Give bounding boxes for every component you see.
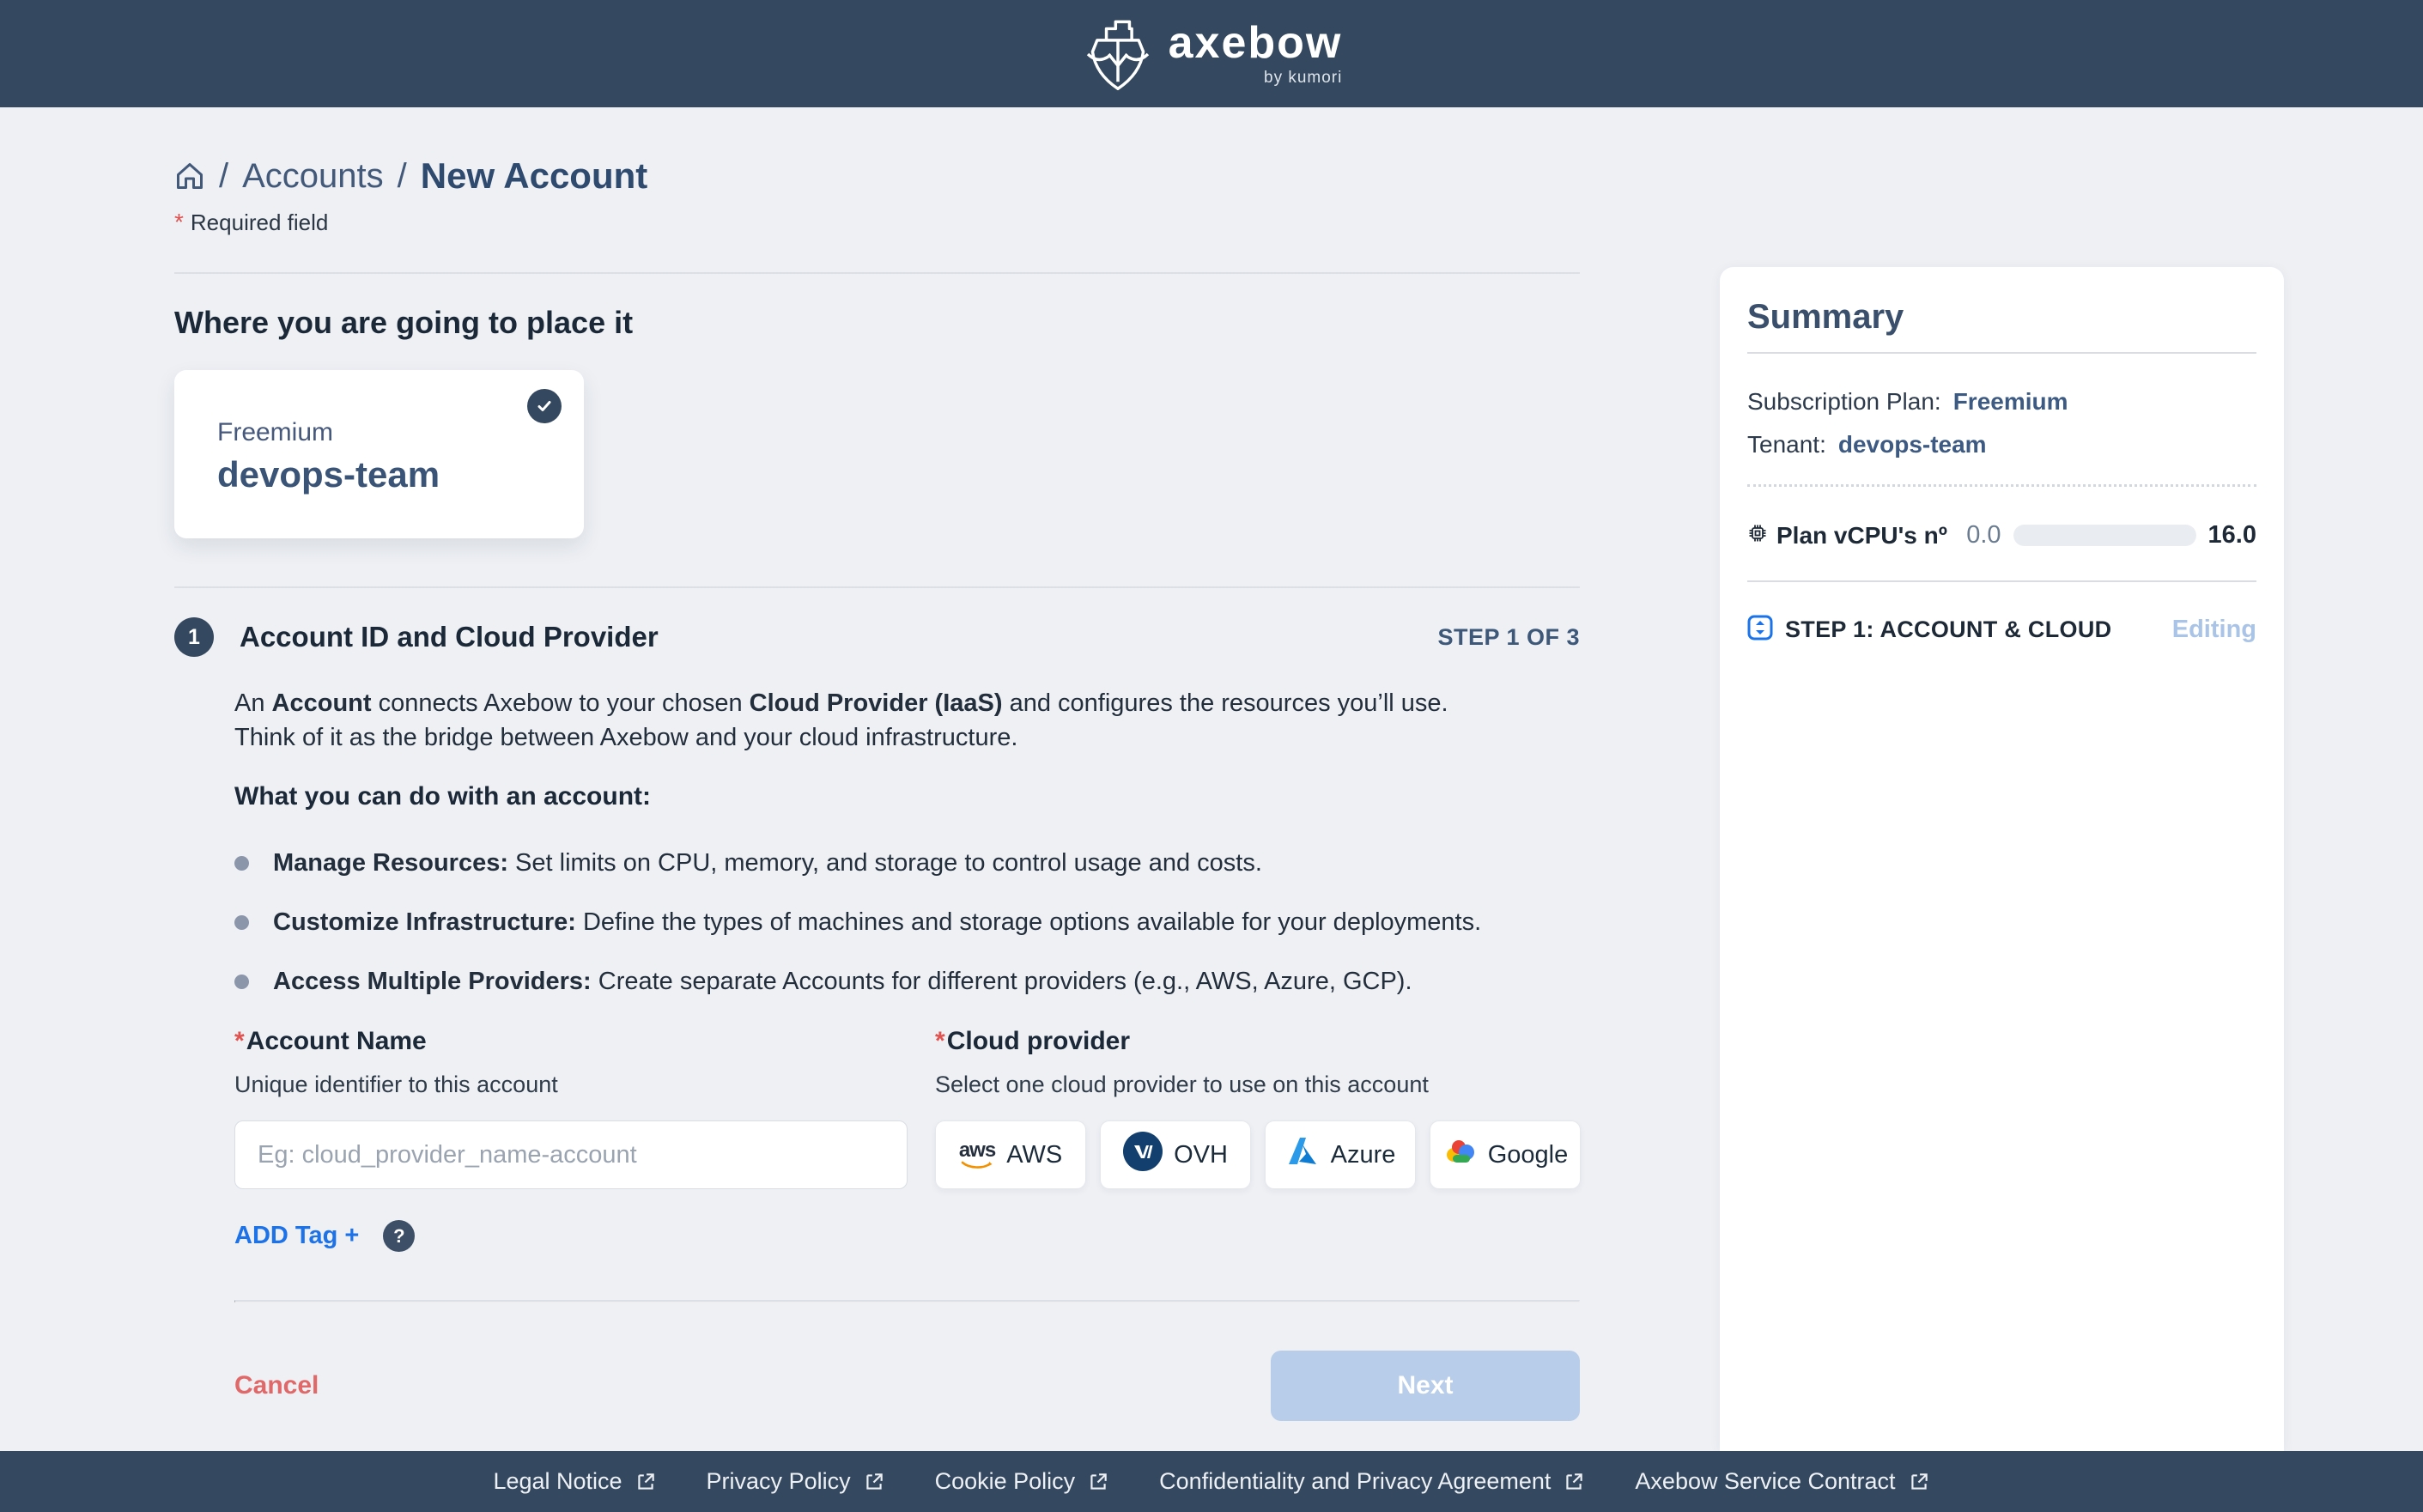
text-fragment: An	[234, 689, 272, 717]
breadcrumb-separator: /	[397, 156, 407, 195]
cloud-provider-label: *Cloud provider	[935, 1027, 1131, 1055]
vcpu-progress-bar	[2013, 525, 2196, 546]
provider-button-google[interactable]: Google	[1430, 1120, 1581, 1189]
bullet-bold: Customize Infrastructure:	[273, 908, 576, 936]
provider-button-azure[interactable]: Azure	[1265, 1120, 1416, 1189]
text-fragment: and configures the resources you’ll use.	[1002, 689, 1448, 717]
tenant-card[interactable]	[174, 370, 584, 538]
list-item	[234, 849, 1580, 877]
bullet-icon	[234, 856, 249, 871]
required-asterisk: *	[174, 209, 184, 235]
text-fragment-bold: Account	[271, 689, 372, 717]
footer-link-confidentiality[interactable]: Confidentiality and Privacy Agreement	[1159, 1468, 1585, 1495]
app-footer	[0, 1451, 2423, 1512]
summary-panel	[1720, 267, 2284, 1451]
subscription-plan-row	[1747, 388, 2256, 416]
text-fragment-bold: Cloud Provider (IaaS)	[749, 689, 1003, 717]
vcpu-row	[1747, 521, 2256, 550]
step-body	[234, 686, 1580, 1421]
summary-aside	[1720, 267, 2284, 1451]
step-progress: STEP 1 OF 3	[1437, 623, 1580, 650]
selected-check-icon	[527, 389, 562, 423]
ship-logo-icon	[1081, 15, 1155, 94]
summary-divider	[1747, 580, 2256, 582]
required-field-note	[174, 209, 1580, 236]
main-column	[174, 107, 1580, 1451]
list-item	[234, 908, 1580, 937]
cloud-provider-field	[935, 1027, 1581, 1252]
required-text: Required field	[190, 209, 329, 235]
footer-link-service-contract[interactable]: Axebow Service Contract	[1635, 1468, 1929, 1495]
vcpu-min-value: 0.0	[1966, 521, 2001, 549]
page-body	[0, 107, 2423, 1451]
summary-step1-label: STEP 1: ACCOUNT & CLOUD	[1785, 616, 2112, 642]
subscription-plan-value: Freemium	[1952, 388, 2068, 415]
summary-divider	[1747, 352, 2256, 354]
account-name-field	[234, 1027, 908, 1252]
provider-button-ovh[interactable]: OVH	[1100, 1120, 1251, 1189]
account-name-label: *Account Name	[234, 1027, 427, 1055]
actions-divider	[234, 1300, 1580, 1303]
bullet-text: Set limits on CPU, memory, and storage to control usage and costs.	[508, 849, 1262, 877]
summary-title: Summary	[1747, 298, 1904, 336]
add-tag-button[interactable]: ADD Tag +	[234, 1222, 360, 1249]
summary-step1-status: Editing	[2171, 616, 2256, 643]
breadcrumb-separator: /	[219, 156, 229, 195]
cpu-chip-icon	[1747, 523, 1768, 548]
external-link-icon	[863, 1471, 885, 1493]
breadcrumb-accounts[interactable]: Accounts	[242, 156, 384, 195]
text-fragment: connects Axebow to your chosen	[371, 689, 750, 717]
card-tenant-name: devops-team	[217, 454, 440, 495]
external-link-icon	[1908, 1471, 1930, 1493]
bullet-bold: Access Multiple Providers:	[273, 968, 592, 995]
bullet-text: Define the types of machines and storage options available for your deployments.	[575, 908, 1482, 936]
section-divider	[174, 586, 1580, 588]
provider-button-aws[interactable]: aws AWS	[935, 1120, 1086, 1189]
summary-step1-row[interactable]	[1747, 615, 2256, 645]
footer-link-cookie-policy[interactable]: Cookie Policy	[935, 1468, 1110, 1495]
page-title: New Account	[420, 155, 648, 196]
list-item	[234, 968, 1580, 996]
footer-link-legal-notice[interactable]: Legal Notice	[493, 1468, 656, 1495]
brand-logo	[1081, 15, 1343, 94]
capabilities-heading: What you can do with an account:	[234, 782, 652, 811]
bullet-bold: Manage Resources:	[273, 849, 508, 877]
text-fragment: Think of it as the bridge between Axebow and your cloud infrastructure.	[234, 724, 1018, 751]
vcpu-max-value: 16.0	[2207, 521, 2256, 549]
vcpu-label: Plan vCPU's nº	[1776, 521, 1947, 549]
summary-dotted-divider	[1747, 484, 2256, 487]
step-title: Account ID and Cloud Provider	[240, 621, 659, 653]
bullet-icon	[234, 915, 249, 930]
provider-buttons	[935, 1120, 1581, 1189]
required-asterisk: *	[935, 1027, 945, 1055]
account-name-input[interactable]	[234, 1120, 908, 1189]
add-tag-row	[234, 1220, 908, 1252]
placement-heading: Where you are going to place it	[174, 305, 634, 340]
card-plan-label: Freemium	[217, 418, 334, 446]
bullet-icon	[234, 975, 249, 989]
external-link-icon	[1087, 1471, 1109, 1493]
form-row	[234, 1027, 1580, 1252]
google-cloud-icon	[1442, 1138, 1477, 1172]
actions-bar	[234, 1351, 1580, 1421]
brand-subtitle: by kumori	[1264, 68, 1343, 87]
capabilities-list	[234, 849, 1580, 996]
step-header	[174, 617, 1580, 657]
home-icon[interactable]	[174, 161, 205, 191]
tenant-label: Tenant:	[1747, 431, 1826, 458]
footer-link-privacy-policy[interactable]: Privacy Policy	[707, 1468, 885, 1495]
expand-collapse-icon	[1747, 615, 1773, 645]
brand-name: axebow	[1168, 17, 1343, 68]
bullet-text: Create separate Accounts for different providers (e.g., AWS, Azure, GCP).	[591, 968, 1412, 995]
external-link-icon	[1563, 1471, 1585, 1493]
step-number-badge: 1	[174, 617, 214, 657]
external-link-icon	[635, 1471, 657, 1493]
ovh-icon	[1123, 1132, 1163, 1178]
azure-icon	[1285, 1136, 1320, 1174]
app-header	[0, 0, 2423, 107]
next-button[interactable]: Next	[1271, 1351, 1580, 1421]
section-divider	[174, 272, 1580, 274]
aws-icon: aws	[959, 1140, 995, 1169]
step-description	[234, 686, 1580, 755]
subscription-plan-label: Subscription Plan:	[1747, 388, 1941, 415]
tenant-value: devops-team	[1837, 431, 1987, 458]
tenant-row	[1747, 431, 2256, 458]
breadcrumb	[174, 155, 1580, 197]
account-name-helper: Unique identifier to this account	[234, 1072, 558, 1097]
help-icon[interactable]: ?	[383, 1220, 415, 1252]
cloud-provider-helper: Select one cloud provider to use on this account	[935, 1072, 1429, 1097]
cancel-button[interactable]: Cancel	[234, 1371, 319, 1400]
required-asterisk: *	[234, 1027, 245, 1055]
